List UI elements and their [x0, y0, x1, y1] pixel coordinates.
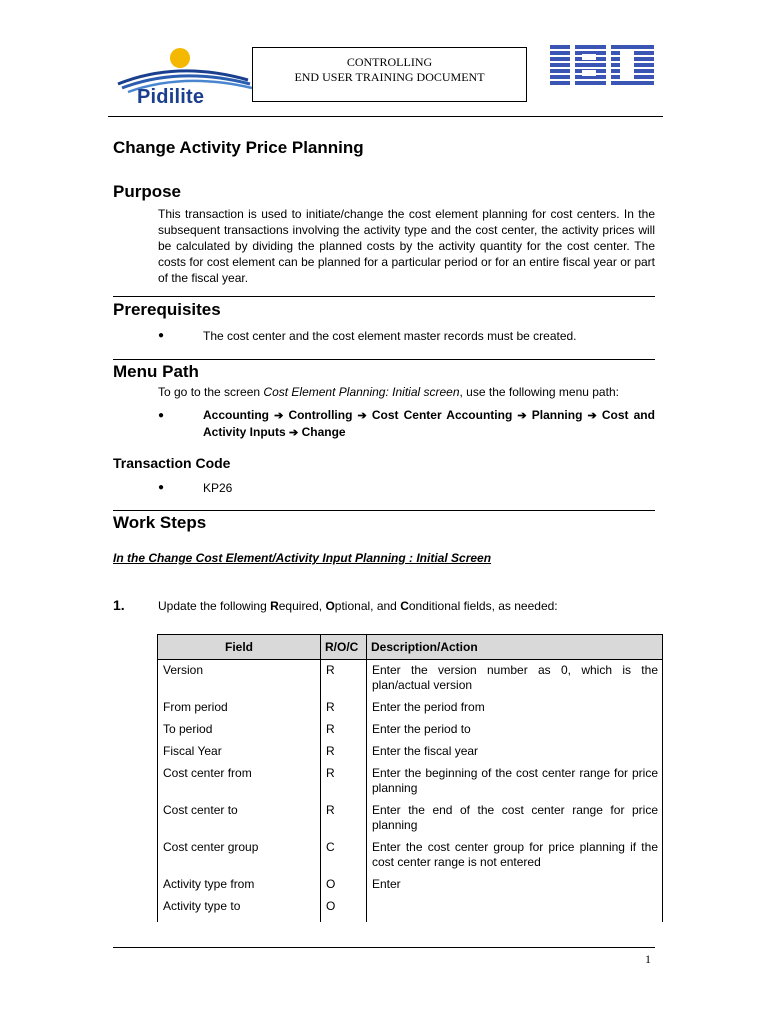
step-text: onditional fields, as needed:: [408, 599, 558, 613]
field-roc: R: [321, 660, 367, 698]
field-roc: R: [321, 763, 367, 800]
field-description: Enter: [367, 874, 663, 896]
section-divider: [113, 296, 655, 297]
field-roc: O: [321, 896, 367, 922]
table-row: [158, 763, 663, 800]
step-letter-r: R: [270, 599, 279, 613]
field-description: Enter the version number as 0, which is the plan/actual version: [367, 660, 663, 698]
step-text: equired,: [278, 599, 326, 613]
step-letter-o: O: [325, 599, 335, 613]
table-row: [158, 800, 663, 837]
page-number: 1: [645, 952, 651, 966]
field-description: Enter the period to: [367, 719, 663, 741]
purpose-text: This transaction is used to initiate/change the cost element planning for cost centers. In the subsequent transactions involving the activity type and the cost center, the activity prices will be calculated by dividing the planned costs by the activity quantity for the cost center. The costs for cost element can be planned for a particular period or for an entire fiscal year or part of the fiscal year.: [158, 207, 655, 285]
field-roc: R: [321, 800, 367, 837]
field-name: From period: [158, 697, 321, 719]
table-header-row: [158, 635, 663, 660]
screen-name: Cost Element Planning: Initial screen: [263, 385, 460, 399]
arrow-right-icon: ➔: [587, 410, 597, 422]
step-text: Update the following: [158, 599, 271, 613]
purpose-heading: Purpose: [113, 182, 182, 201]
document-category: CONTROLLING: [346, 55, 433, 69]
menu-path-intro-after: , use the following menu path:: [459, 385, 619, 399]
ibm-logo: [550, 45, 654, 90]
menu-path-intro-before: To go to the screen: [158, 385, 264, 399]
field-roc: R: [321, 741, 367, 763]
step-instruction: [158, 599, 558, 613]
menu-path-steps: [203, 407, 655, 441]
page-title: Change Activity Price Planning: [113, 138, 364, 157]
field-description: Enter the cost center group for price planning if the cost center range is not entered: [367, 837, 663, 874]
field-description: Enter the period from: [367, 697, 663, 719]
prerequisite-item: The cost center and the cost element master records must be created.: [203, 329, 577, 343]
field-name: Activity type to: [158, 896, 321, 922]
menu-path-heading: Menu Path: [113, 362, 199, 381]
field-name: Activity type from: [158, 874, 321, 896]
field-roc: R: [321, 697, 367, 719]
field-name: Cost center group: [158, 837, 321, 874]
transaction-code-heading: Transaction Code: [113, 455, 231, 471]
field-name: Cost center from: [158, 763, 321, 800]
work-steps-subheading: In the Change Cost Element/Activity Input Planning : Initial Screen: [113, 551, 492, 565]
column-header-description: Description/Action: [367, 635, 663, 660]
step-number: 1.: [113, 597, 125, 613]
arrow-right-icon: ➔: [357, 410, 367, 422]
arrow-right-icon: ➔: [517, 410, 527, 422]
menu-step-change: Change: [301, 425, 346, 439]
menu-path-intro: [158, 385, 619, 399]
column-header-roc: R/O/C: [321, 635, 367, 660]
transaction-code: KP26: [203, 481, 233, 495]
fields-table: [157, 634, 663, 922]
document-type: END USER TRAINING DOCUMENT: [294, 70, 485, 84]
table-row: [158, 896, 663, 922]
table-row: [158, 874, 663, 896]
table-row: [158, 741, 663, 763]
arrow-right-icon: ➔: [289, 427, 299, 439]
field-name: Fiscal Year: [158, 741, 321, 763]
section-divider: [113, 510, 655, 511]
field-description: Enter the end of the cost center range for price planning: [367, 800, 663, 837]
arrow-right-icon: ➔: [274, 410, 284, 422]
field-name: Version: [158, 660, 321, 698]
field-description: Enter the beginning of the cost center range for price planning: [367, 763, 663, 800]
table-row: [158, 837, 663, 874]
menu-step-controlling: Controlling: [288, 408, 353, 422]
menu-step-accounting: Accounting: [203, 408, 269, 422]
footer-divider: [113, 947, 655, 948]
step-text: ptional, and: [334, 599, 401, 613]
menu-step-planning: Planning: [531, 408, 583, 422]
work-steps-heading: Work Steps: [113, 513, 207, 532]
field-roc: O: [321, 874, 367, 896]
section-divider: [113, 359, 655, 360]
bullet: ●: [158, 482, 165, 493]
field-roc: R: [321, 719, 367, 741]
field-name: Cost center to: [158, 800, 321, 837]
field-roc: C: [321, 837, 367, 874]
table-row: [158, 719, 663, 741]
header-divider: [108, 116, 663, 117]
prerequisites-heading: Prerequisites: [113, 300, 221, 319]
menu-step-cost-center-accounting: Cost Center Accounting: [371, 408, 513, 422]
bullet: ●: [158, 330, 165, 341]
menu-step-cost-activity-inputs: Cost and Activity Inputs: [203, 408, 655, 439]
table-row: [158, 697, 663, 719]
document-title-box: [252, 47, 527, 102]
bullet: ●: [158, 410, 165, 421]
field-description: [367, 896, 663, 922]
step-letter-c: C: [400, 599, 409, 613]
field-name: To period: [158, 719, 321, 741]
field-description: Enter the fiscal year: [367, 741, 663, 763]
logo-text: Pidilite: [137, 86, 205, 108]
column-header-field: Field: [158, 635, 321, 660]
table-row: [158, 660, 663, 698]
